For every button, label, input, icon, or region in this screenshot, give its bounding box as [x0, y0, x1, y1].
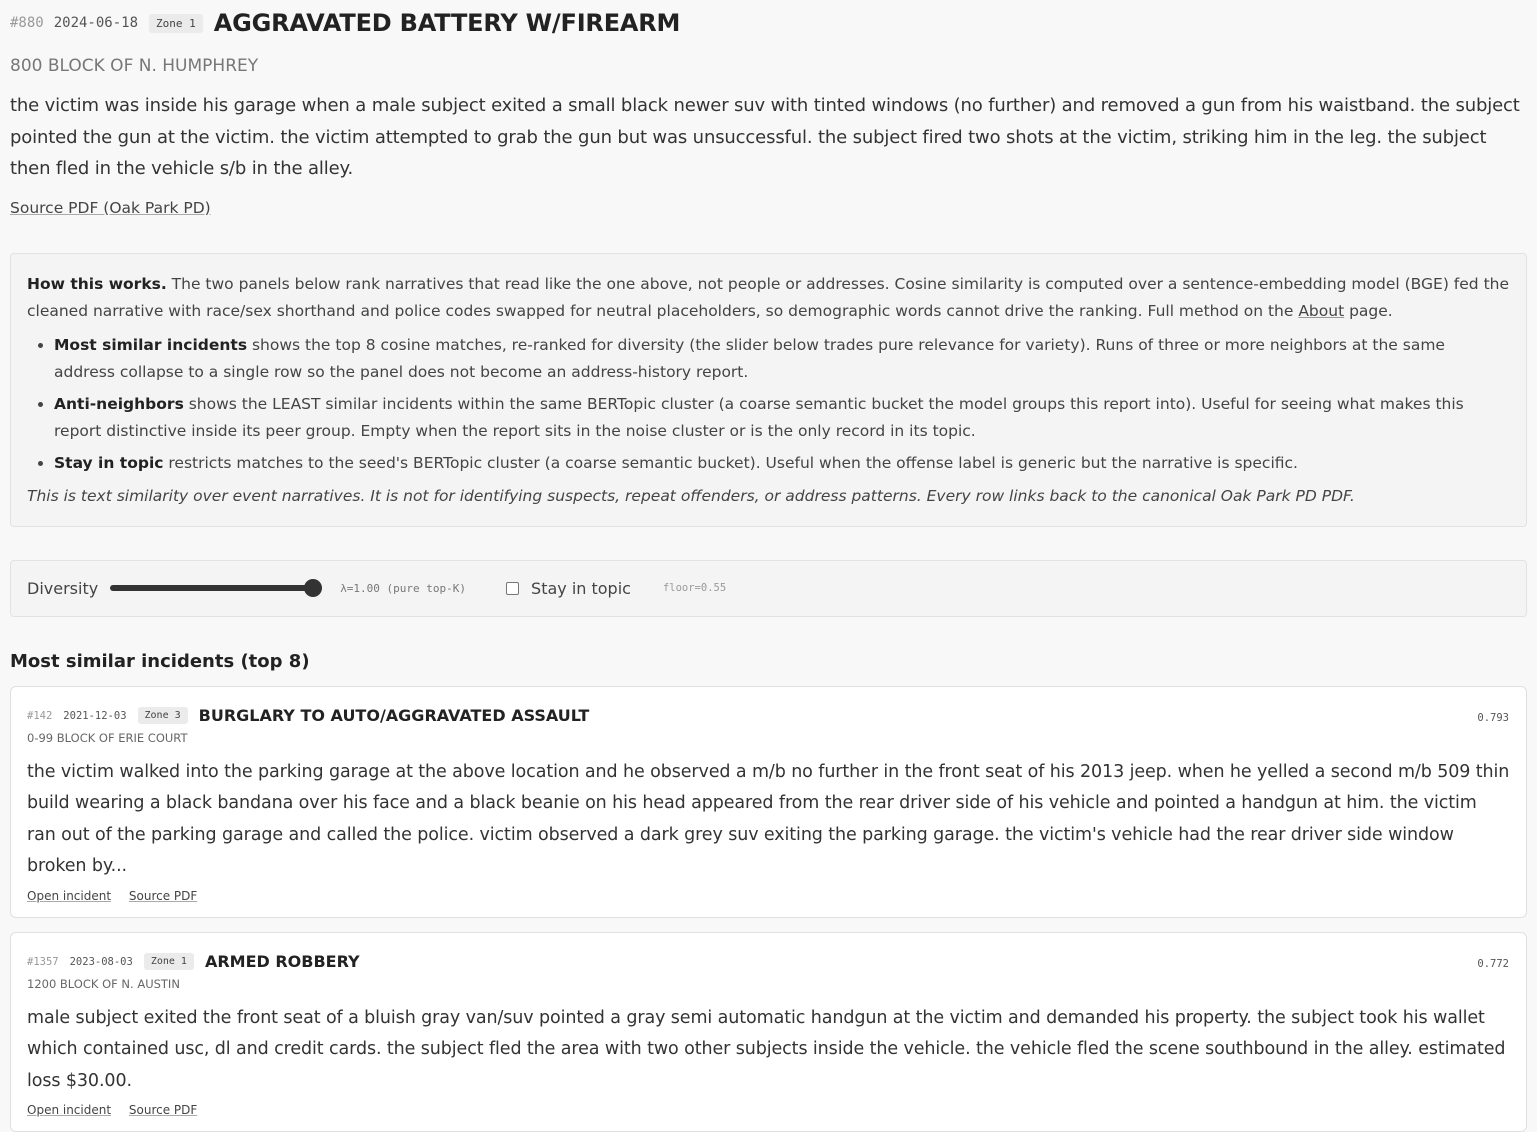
how-this-works-panel	[10, 253, 1527, 527]
diversity-label: Diversity	[27, 579, 98, 598]
card-id: #142	[27, 710, 52, 722]
card-narrative: the victim walked into the parking garage at the above location and he observed a m/b no further in the front seat of his 2013 jeep. when he yelled a second m/b 509 thin build wearing a black bandana over his face and a black beanie on his head appeared from the rear driver side of his vehicle and pointed a handgun at him. the victim ran out of the parking garage and called the police. victim observed a dark grey suv exiting the parking garage. the victim's vehicle had the rear driver side window broken by...	[27, 757, 1510, 883]
card-header	[27, 951, 1510, 973]
stay-in-topic-label[interactable]: Stay in topic	[531, 579, 631, 598]
stay-in-topic-checkbox[interactable]	[506, 582, 519, 595]
card-header	[27, 705, 1510, 727]
how-intro-text-a: The two panels below rank narratives that read like the one above, not people or addresses. Cosine similarity is computed over a sentence-embedding model (BGE) fed the cleaned narrative with race/sex shorthand and police codes swapped for neutral placeholders, so demographic words cannot drive the ranking. Full method on the	[27, 275, 1509, 320]
source-pdf-link[interactable]: Source PDF	[129, 1103, 197, 1117]
card-links	[27, 1103, 1510, 1117]
diversity-slider[interactable]	[110, 583, 322, 593]
card-id: #1357	[27, 956, 59, 968]
incident-header	[10, 0, 1527, 46]
slider-thumb[interactable]	[304, 579, 322, 597]
incident-date: 2024-06-18	[54, 15, 138, 31]
incident-address: 800 BLOCK OF N. HUMPHREY	[10, 56, 1527, 76]
open-incident-link[interactable]: Open incident	[27, 889, 111, 903]
controls-bar	[10, 560, 1527, 617]
similar-card	[10, 686, 1527, 918]
how-bullet-anti	[54, 391, 1510, 445]
bullet-bold: Stay in topic	[54, 454, 163, 472]
how-bullets	[27, 332, 1510, 477]
incident-title: AGGRAVATED BATTERY W/FIREARM	[214, 9, 680, 37]
zone-badge: Zone 1	[149, 14, 203, 33]
how-intro-text-b: page.	[1344, 302, 1393, 320]
card-date: 2023-08-03	[70, 956, 133, 968]
how-intro-bold: How this works.	[27, 275, 167, 293]
source-pdf-link[interactable]: Source PDF	[129, 889, 197, 903]
bullet-text: shows the LEAST similar incidents within the same BERTopic cluster (a coarse semantic bucket the model groups this report into). Useful for seeing what makes this report distinctive inside its peer group. Empty when the report sits in the noise cluster or is the only record in its topic.	[54, 395, 1464, 440]
how-intro	[27, 271, 1510, 325]
disclaimer-note: This is text similarity over event narratives. It is not for identifying suspects, repeat offenders, or address patterns. Every row links back to the canonical Oak Park PD PDF.	[27, 483, 1510, 510]
lambda-readout: λ=1.00 (pure top-K)	[340, 582, 466, 595]
card-zone-badge: Zone 3	[138, 707, 188, 724]
bullet-bold: Most similar incidents	[54, 336, 247, 354]
similar-card	[10, 932, 1527, 1132]
source-pdf-link[interactable]: Source PDF (Oak Park PD)	[10, 199, 211, 217]
slider-track[interactable]	[110, 585, 322, 591]
card-title: ARMED ROBBERY	[205, 952, 360, 971]
card-narrative: male subject exited the front seat of a bluish gray van/suv pointed a gray semi automatic handgun at the victim and demanded his property. the subject took his wallet which contained usc, dl and credit cards. the subject fled the area with two other subjects inside the vehicle. the vehicle fled the scene southbound in the alley. estimated loss $30.00.	[27, 1003, 1510, 1098]
incident-narrative: the victim was inside his garage when a male subject exited a small black newer suv with tinted windows (no further) and removed a gun from his waistband. the subject pointed the gun at the victim. the victim attempted to grab the gun but was unsuccessful. the subject fired two shots at the victim, striking him in the leg. the subject then fled in the vehicle s/b in the alley.	[10, 90, 1527, 185]
card-title: BURGLARY TO AUTO/AGGRAVATED ASSAULT	[199, 706, 590, 725]
open-incident-link[interactable]: Open incident	[27, 1103, 111, 1117]
similar-heading: Most similar incidents (top 8)	[10, 651, 1527, 672]
bullet-text: restricts matches to the seed's BERTopic cluster (a coarse semantic bucket). Useful when the offense label is generic but the narrative is specific.	[163, 454, 1298, 472]
how-bullet-similar	[54, 332, 1510, 386]
card-address: 0-99 BLOCK OF ERIE COURT	[27, 731, 1510, 745]
floor-readout: floor=0.55	[663, 582, 726, 594]
card-date: 2021-12-03	[63, 710, 126, 722]
card-zone-badge: Zone 1	[144, 953, 194, 970]
incident-id: #880	[10, 15, 44, 31]
similarity-score: 0.793	[1477, 712, 1509, 724]
about-link[interactable]: About	[1298, 302, 1344, 320]
card-links	[27, 889, 1510, 903]
bullet-bold: Anti-neighbors	[54, 395, 184, 413]
bullet-text: shows the top 8 cosine matches, re-ranked for diversity (the slider below trades pure relevance for variety). Runs of three or more neighbors at the same address collapse to a single row so the panel does not become an address-history report.	[54, 336, 1445, 381]
similarity-score: 0.772	[1477, 958, 1509, 970]
card-address: 1200 BLOCK OF N. AUSTIN	[27, 977, 1510, 991]
how-bullet-topic	[54, 450, 1510, 477]
